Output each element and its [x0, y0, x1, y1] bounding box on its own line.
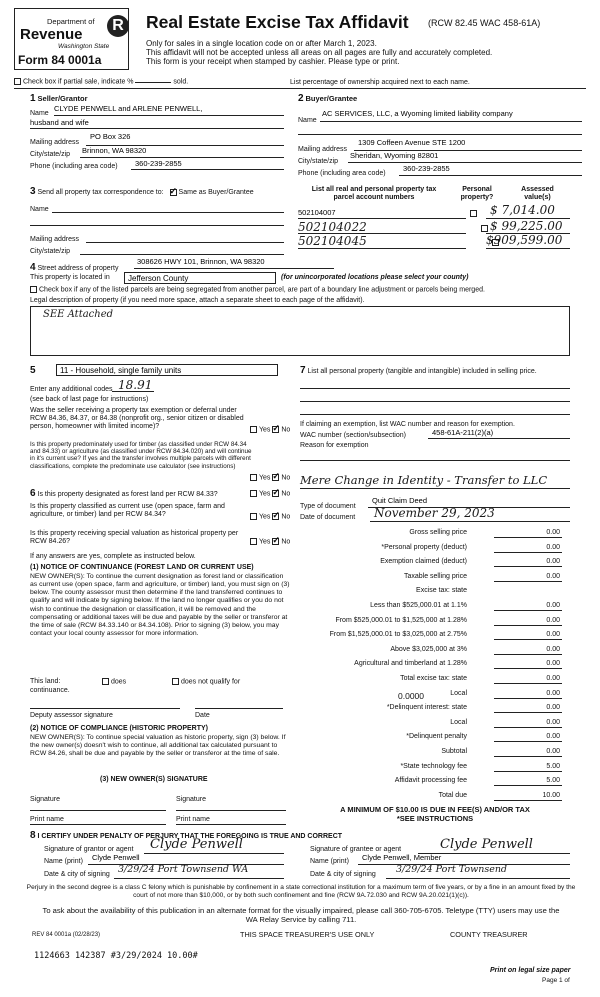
partial-sale-label: Check box if partial sale, indicate %	[23, 78, 134, 86]
additional-codes-note: (see back of last page for instructions)	[30, 396, 149, 403]
this-land-label: This land:	[30, 678, 61, 685]
doc-date-value[interactable]: November 29, 2023	[374, 506, 495, 520]
personal-property-checkbox-2[interactable]	[481, 225, 488, 232]
tax-row-value[interactable]: 0.00	[494, 602, 562, 611]
dept-line2: Revenue	[20, 26, 83, 43]
new-owner-print-label-1: Print name	[30, 816, 64, 823]
wac-value[interactable]: 458-61A-211(2)(a)	[432, 428, 494, 437]
tax-row-label: Total excise tax: state	[400, 675, 467, 682]
notice2-body: NEW OWNER(S): To continue special valuation as historic property, sign (3) below. If the new owner(s) doesn't wish to continue, all additional tax calculated pursuant to RCW 84.26, shall be due and payable by the seller or transferor at the time of sale.	[30, 734, 286, 758]
assessed-value-3[interactable]: $909,599.00	[486, 233, 563, 247]
historic-no-checkbox[interactable]	[272, 538, 279, 545]
buyer-city-label: City/state/zip	[298, 158, 339, 165]
forest-no-checkbox[interactable]	[272, 490, 279, 497]
tax-row-value[interactable]: 0.00	[494, 617, 562, 626]
dept-line3: Washington State	[58, 43, 110, 50]
buyer-mailing-value[interactable]: 1309 Coffeen Avenue STE 1200	[358, 138, 466, 147]
q2-no-checkbox[interactable]	[272, 474, 279, 481]
tax-row	[300, 646, 562, 657]
buyer-name-value[interactable]: AC SERVICES, LLC, a Wyoming limited liability company	[322, 109, 513, 118]
tax-row-value[interactable]: 0.00	[494, 675, 562, 684]
tax-row-value[interactable]: 0.00	[494, 733, 562, 742]
reason-value[interactable]: Mere Change in Identity - Transfer to LLC	[300, 473, 548, 487]
section6-q1-yesno: Yes ✓ No	[250, 490, 290, 498]
section3-heading: 3 Send all property tax correspondence to: ✓ Same as Buyer/Grantee	[30, 186, 254, 198]
section8-heading: 8 I CERTIFY UNDER PENALTY OF PERJURY THAT THE FOREGOING IS TRUE AND CORRECT	[30, 830, 343, 841]
q1-no-checkbox[interactable]	[272, 426, 279, 433]
section6-q3-yesno: Yes ✓ No	[250, 538, 290, 546]
local-rate: 0.0000	[398, 691, 424, 701]
parcel-header-personal: Personal property?	[460, 186, 494, 202]
tax-row-value[interactable]: 10.00	[494, 792, 562, 801]
grantor-date-label: Date & city of signing	[44, 871, 110, 878]
legal-size-note: Print on legal size paper	[490, 967, 571, 974]
tax-row-label: Exemption claimed (deduct)	[380, 558, 467, 566]
tax-row-value[interactable]: 0.00	[494, 748, 562, 757]
tax-row	[300, 573, 562, 584]
reason-label: Reason for exemption	[300, 442, 369, 449]
tax-row	[300, 792, 562, 803]
parcel-header-assessed: Assessed value(s)	[521, 186, 554, 202]
tax-row	[300, 631, 562, 642]
parcel-number-3[interactable]: 502104045	[298, 234, 367, 248]
seller-phone-value[interactable]: 360-239-2855	[135, 159, 182, 168]
revenue-logo-icon: R	[107, 15, 129, 37]
does-not-option: does not qualify for	[172, 678, 240, 686]
page-indicator: Page 1 of	[542, 977, 570, 984]
section6-q2-yesno: Yes ✓ No	[250, 513, 290, 521]
doc-date-label: Date of document	[300, 514, 356, 521]
buyer-phone-value[interactable]: 360-239-2855	[403, 164, 450, 173]
historic-yes-checkbox[interactable]	[250, 538, 257, 545]
does-checkbox[interactable]	[102, 678, 109, 685]
dept-line1: Department of	[47, 17, 95, 26]
tax-row	[300, 558, 562, 569]
cashier-stamp: 1124663 142387 #3/29/2024 10.00#	[34, 951, 198, 961]
form-number: Form 84 0001a	[18, 53, 102, 67]
parcel-number-2[interactable]: 502104022	[298, 220, 367, 234]
seller-phone-label: Phone (including area code)	[30, 163, 118, 170]
treasurer-use: THIS SPACE TREASURER'S USE ONLY	[240, 930, 375, 939]
grantor-date[interactable]: 3/29/24 Port Townsend WA	[118, 864, 249, 875]
assessed-value-2[interactable]: $ 99,225.00	[490, 219, 563, 233]
tax-row-label: Subtotal	[441, 748, 467, 755]
buyer-name-label: Name	[298, 117, 317, 124]
see-instructions: *SEE INSTRUCTIONS	[396, 814, 474, 823]
tax-row-label: Above $3,025,000 at 3%	[390, 645, 467, 653]
seller-name-value-2[interactable]: husband and wife	[30, 118, 89, 127]
new-owner-sig-label-1: Signature	[30, 796, 60, 803]
tax-row	[300, 748, 562, 759]
section3-mailing-label: Mailing address	[30, 236, 80, 243]
grantee-date-label: Date & city of signing	[310, 871, 376, 878]
tax-row-label: Affidavit processing fee	[394, 777, 467, 785]
new-owner-title: (3) NEW OWNER(S) SIGNATURE	[100, 776, 208, 783]
tax-row-label: *State technology fee	[400, 762, 467, 770]
notice1-body: NEW OWNER(S): To continue the current designation as forest land or classification as current use (open space, farm and agriculture, or timber) land, you must sign on (3) below. The county assessor must then determine if the land transferred continues to qualify and will indicate by signing below. If the land no longer qualifies or you do not wish to continue the designation or classification, it will be removed and the compensating or additional taxes will be due and payable by the seller or transferor at the time of sale (RCW 84.33.140 or 84.34.108). Prior to signing (3) below, you may contact your local county assessor for more information.	[30, 573, 290, 638]
additional-codes-label: Enter any additional codes	[30, 386, 113, 393]
use-code-select[interactable]: 11 - Household, single family units	[56, 364, 278, 376]
tax-row-label: Gross selling price	[409, 529, 467, 536]
tax-row-label: *Delinquent penalty	[406, 733, 467, 741]
form-rcw: (RCW 82.45 WAC 458-61A)	[428, 18, 541, 28]
q1-yes-checkbox[interactable]	[250, 426, 257, 433]
boundary-checkbox[interactable]	[30, 286, 37, 293]
tax-row-value[interactable]: 0.00	[494, 646, 562, 655]
grantee-name[interactable]: Clyde Penwell, Member	[362, 853, 442, 862]
section6-q3: Is this property receiving special valuation as historical property per RCW 84.26?	[30, 530, 239, 546]
tax-row-label: Less than $525,000.01 at 1.1%	[370, 602, 467, 609]
tax-row	[300, 675, 562, 686]
tax-row-label: *Personal property (deduct)	[381, 543, 467, 551]
sold-label: sold.	[173, 78, 189, 86]
grantee-date[interactable]: 3/29/24 Port Townsend	[396, 864, 508, 875]
seller-name-label: Name	[30, 110, 49, 117]
header-note-3: This form is your receipt when stamped by cashier. Please type or print.	[146, 57, 400, 66]
section6-q2: Is this property classified as current use (open space, farm and agriculture, or timber) land per RCW 84.34?	[30, 503, 225, 519]
additional-codes-value[interactable]: 18.91	[118, 378, 153, 392]
tax-row-value[interactable]: 0.00	[494, 544, 562, 553]
section6-if-yes: If any answers are yes, complete as instructed below.	[30, 553, 196, 560]
legal-description-field[interactable]: SEE Attached	[30, 306, 570, 356]
does-not-checkbox[interactable]	[172, 678, 179, 685]
rev-code: REV 84 0001a (02/28/23)	[32, 932, 101, 938]
section6-q1: 6 Is this property designated as forest land per RCW 84.33?	[30, 488, 218, 499]
tax-row-label: Total due	[438, 791, 467, 799]
section3-city-label: City/state/zip	[30, 248, 71, 255]
seller-mailing-label: Mailing address	[30, 139, 80, 146]
deputy-signature-label: Deputy assessor signature	[30, 712, 113, 719]
seller-heading: 1 Seller/Grantor	[30, 93, 88, 104]
assessed-value-1[interactable]: $ 7,014.00	[490, 203, 555, 217]
tax-row-value[interactable]: 0.00	[494, 719, 562, 728]
tax-row-label: From $525,000.01 to $1,525,000 at 1.28%	[335, 616, 467, 624]
section4-street-row: 4 Street address of property	[30, 262, 119, 273]
tax-row-label: Agricultural and timberland at 1.28%	[354, 660, 467, 668]
tax-row-value[interactable]: 0.00	[494, 573, 562, 582]
notice2-title: (2) NOTICE OF COMPLIANCE (HISTORIC PROPERTY)	[30, 725, 208, 732]
tax-row-label: *Delinquent interest: state	[386, 704, 467, 712]
continuance-label: continuance.	[30, 687, 70, 694]
buyer-city-value[interactable]: Sheridan, Wyoming 82801	[350, 151, 439, 160]
current-use-no-checkbox[interactable]	[272, 513, 279, 520]
legal-description-label: Legal description of property (if you need more space, attach a separate sheet to each page of the affidavit).	[30, 297, 365, 304]
tax-row	[300, 544, 562, 555]
section3-name-label: Name	[30, 206, 49, 213]
grantee-sig-label: Signature of grantee or agent	[310, 846, 402, 853]
tax-row-value[interactable]: 5.00	[494, 763, 562, 772]
wac-label: WAC number (section/subsection)	[300, 432, 406, 439]
grantee-signature[interactable]: Clyde Penwell	[440, 837, 533, 852]
tax-row-value[interactable]: 0.00	[494, 529, 562, 538]
header-note-1: Only for sales in a single location code on or after March 1, 2023.	[146, 39, 377, 48]
tax-row	[300, 704, 562, 715]
tax-row-label: Local	[450, 718, 467, 726]
grantor-signature[interactable]: Clyde Penwell	[150, 837, 243, 852]
tax-row-value[interactable]: 5.00	[494, 777, 562, 786]
tax-row	[300, 763, 562, 774]
partial-sale-row	[14, 78, 188, 86]
perjury-notice: Perjury in the second degree is a class C felony which is punishable by confinement in a state correctional institution for a maximum term of five years, or by a fine in an amount fixed by the court of not more than $10,000, or by both such confinement and fine (RCW 9A.72.030 and RCW 9A.20.021(1)(c)).	[26, 884, 576, 899]
current-use-yes-checkbox[interactable]	[250, 513, 257, 520]
seller-name-value-1[interactable]: CLYDE PENWELL and ARLENE PENWELL,	[54, 104, 203, 113]
section5-num: 5	[30, 365, 36, 376]
section5-q2: Is this property predominately used for timber (as classified under RCW 84.34 and 84.33) or agriculture (as classified under RCW 84.34.020) and will continue in it's current use? If yes and the transfer involves multiple parcels with different classifications, complete the predominate use calculator (see instructions)	[30, 441, 252, 470]
section7-heading: 7 List all personal property (tangible and intangible) included in selling price.	[300, 365, 537, 376]
grantor-name[interactable]: Clyde Penwell	[92, 853, 140, 862]
tax-row-value[interactable]: 0.00	[494, 690, 562, 699]
seller-city-value[interactable]: Brinnon, WA 98320	[82, 146, 147, 155]
does-option: does	[102, 678, 126, 686]
ownership-note: List percentage of ownership acquired next to each name.	[290, 79, 470, 86]
buyer-heading: 2 Buyer/Grantee	[298, 93, 358, 104]
parcel-number-1[interactable]: 502104007	[298, 208, 336, 217]
personal-property-checkbox-1[interactable]	[470, 210, 477, 217]
partial-sale-checkbox[interactable]	[14, 78, 21, 85]
section5-q1-yesno: Yes ✓ No	[250, 426, 290, 434]
exemption-label: If claiming an exemption, list WAC number and reason for exemption.	[300, 421, 515, 428]
alt-format-notice: To ask about the availability of this publication in an alternate format for the visually impaired, please call 360-705-6705. Teletype (TTY) users may use the WA Relay Service by calling 711.	[42, 906, 560, 925]
tax-row	[300, 602, 562, 613]
doc-type-label: Type of document	[300, 503, 356, 510]
section5-q1: Was the seller receiving a property tax exemption or deferral under RCW 84.36, 84.37, or 84.38 (nonprofit org., senior citizen or disabled person, homeowner with limited income)?	[30, 407, 244, 431]
grantee-name-label: Name (print)	[310, 858, 349, 865]
tax-row	[300, 733, 562, 744]
header-note-2: This affidavit will not be accepted unless all areas on all pages are fully and accurately completed.	[146, 48, 493, 57]
buyer-phone-label: Phone (including area code)	[298, 170, 386, 177]
tax-row	[300, 719, 562, 730]
doc-type-value[interactable]: Quit Claim Deed	[372, 496, 428, 505]
county-select[interactable]: Jefferson County	[124, 272, 276, 284]
grantor-sig-label: Signature of grantor or agent	[44, 846, 134, 853]
notice1-title: (1) NOTICE OF CONTINUANCE (FOREST LAND OR CURRENT USE)	[30, 564, 254, 571]
tax-row	[300, 617, 562, 628]
tax-row	[300, 587, 562, 598]
tax-row-label: Taxable selling price	[403, 572, 467, 580]
tax-row-value[interactable]: 0.00	[494, 660, 562, 669]
property-street-value[interactable]: 308626 HWY 101, Brinnon, WA 98320	[137, 257, 265, 266]
tax-row-label: Local	[450, 689, 467, 697]
deputy-date-label: Date	[195, 712, 210, 719]
tax-row	[300, 690, 562, 701]
tax-row-value[interactable]: 0.00	[494, 631, 562, 640]
seller-mailing-value[interactable]: PO Box 326	[90, 132, 131, 141]
located-in-label: This property is located in	[30, 274, 110, 281]
form-title: Real Estate Excise Tax Affidavit	[146, 12, 409, 32]
boundary-row: Check box if any of the listed parcels are being segregated from another parcel, are part of a boundary line adjustment or parcels being merged.	[30, 286, 485, 294]
grantor-name-label: Name (print)	[44, 858, 83, 865]
tax-row-value[interactable]: 0.00	[494, 704, 562, 713]
tax-row-label: Excise tax: state	[416, 587, 467, 595]
same-as-buyer-checkbox[interactable]	[170, 189, 177, 196]
forest-yes-checkbox[interactable]	[250, 490, 257, 497]
unincorporated-note: (for unincorporated locations please select your county)	[281, 274, 469, 281]
tax-row	[300, 777, 562, 788]
new-owner-print-label-2: Print name	[176, 816, 210, 823]
tax-row-label: From $1,525,000.01 to $3,025,000 at 2.75%	[329, 631, 467, 639]
tax-row	[300, 660, 562, 671]
buyer-mailing-label: Mailing address	[298, 146, 348, 153]
revenue-logo-box	[14, 8, 129, 70]
county-treasurer: COUNTY TREASURER	[450, 930, 528, 939]
tax-row	[300, 529, 562, 540]
section5-q2-yesno: Yes ✓ No	[250, 474, 290, 482]
tax-row-value[interactable]: 0.00	[494, 558, 562, 567]
minimum-note: A MINIMUM OF $10.00 IS DUE IN FEE(S) AND/OR TAX	[340, 805, 530, 814]
q2-yes-checkbox[interactable]	[250, 474, 257, 481]
parcel-header-list: List all real and personal property tax parcel account numbers	[311, 186, 437, 202]
seller-city-label: City/state/zip	[30, 151, 71, 158]
new-owner-sig-label-2: Signature	[176, 796, 206, 803]
